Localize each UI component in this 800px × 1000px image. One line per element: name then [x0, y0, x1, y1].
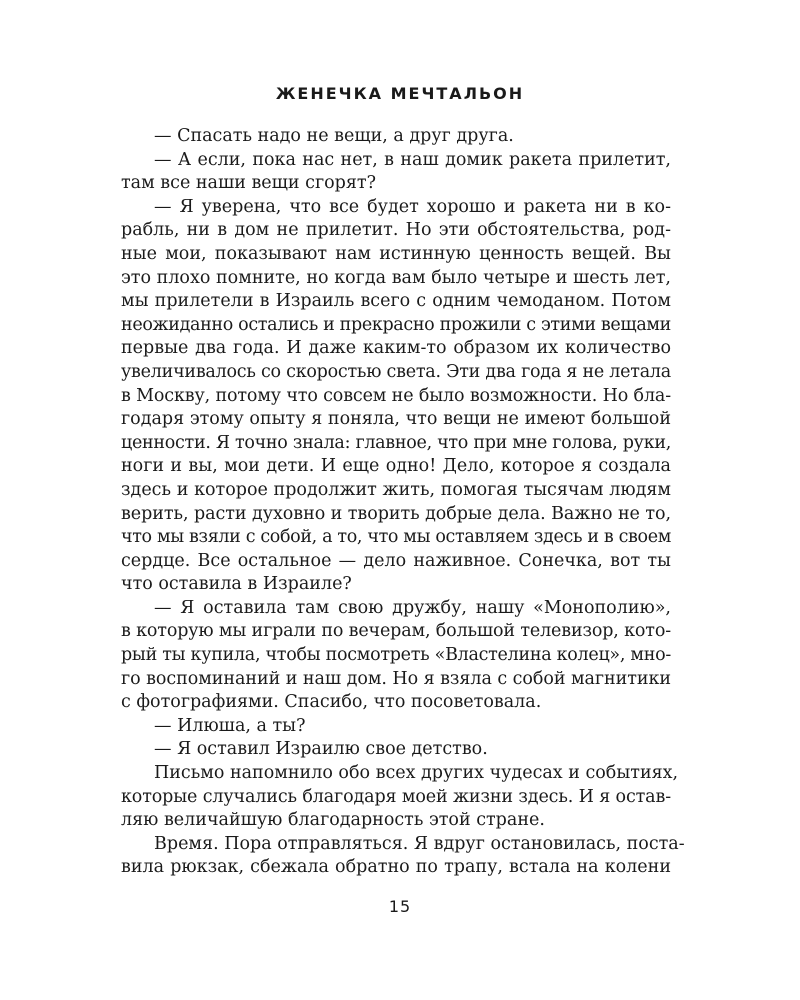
text-line: что мы взяли с собой, а то, что мы оставляем здесь и в своем [121, 527, 671, 548]
text-line: что оставила в Израиле? [121, 574, 352, 595]
text-line: которые случались благодаря моей жизни здесь. И я остав- [121, 786, 671, 807]
text-line: ноги и вы, мои дети. И еще одно! Дело, которое я создала [121, 456, 671, 477]
text-line: ляю величайшую благодарность этой стране. [121, 810, 545, 831]
text-line: — Я оставила там свою дружбу, нашу «Монополию», [154, 597, 671, 618]
text-line: здесь и которое продолжит жить, помогая тысячам людям [121, 479, 671, 500]
text-line: рый ты купила, чтобы посмотреть «Властелина колец», мно- [121, 645, 671, 666]
text-line: это плохо помните, но когда вам было четыре и шесть лет, [121, 267, 671, 288]
text-line: годаря этому опыту я поняла, что вещи не имеют большой [121, 409, 671, 430]
text-line: вила рюкзак, сбежала обратно по трапу, встала на колени [121, 857, 671, 878]
text-line: ценности. Я точно знала: главное, что при мне голова, руки, [121, 432, 671, 453]
text-line: мы прилетели в Израиль всего с одним чемоданом. Потом [121, 291, 671, 312]
text-line: верить, расти духовно и творить добрые дела. Важно не то, [121, 503, 671, 524]
body-text [121, 125, 685, 880]
text-line: увеличивалось со скоростью света. Эти два года я не летала [121, 361, 671, 382]
text-line: в Москву, потому что совсем не было возможности. Но бла- [121, 385, 671, 406]
text-line: — А если, пока нас нет, в наш домик ракета прилетит, [154, 149, 671, 170]
text-line: — Я уверена, что все будет хорошо и ракета ни в ко- [154, 196, 671, 217]
text-line: рабль, ни в дом не прилетит. Но эти обстоятельства, род- [121, 220, 671, 241]
text-line: с фотографиями. Спасибо, что посоветовала. [121, 692, 542, 713]
text-line: в которую мы играли по вечерам, большой телевизор, кото- [121, 621, 671, 642]
text-line: ные мои, показывают нам истинную ценность вещей. Вы [121, 243, 671, 264]
text-line: — Илюша, а ты? [154, 715, 306, 736]
text-line: сердце. Все остальное — дело наживное. Сонечка, вот ты [121, 550, 671, 571]
page-number: 15 [388, 897, 412, 916]
text-line: го воспоминаний и наш дом. Но я взяла с собой магнитики [121, 668, 671, 689]
text-line: Письмо напомнило обо всех других чудесах и событиях, [154, 763, 679, 784]
text-line: — Спасать надо не вещи, а друг друга. [154, 126, 514, 146]
text-line: первые два года. И даже каким-то образом их количество [121, 338, 671, 359]
text-line: Время. Пора отправляться. Я вдруг остановилась, поста- [154, 833, 685, 854]
running-header-author: ЖЕНЕЧКА МЕЧТАЛЬОН [275, 84, 525, 103]
text-line: неожиданно остались и прекрасно прожили с этими вещами [121, 314, 671, 335]
text-line: — Я оставил Израилю свое детство. [154, 739, 488, 760]
text-line: там все наши вещи сгорят? [121, 173, 376, 194]
